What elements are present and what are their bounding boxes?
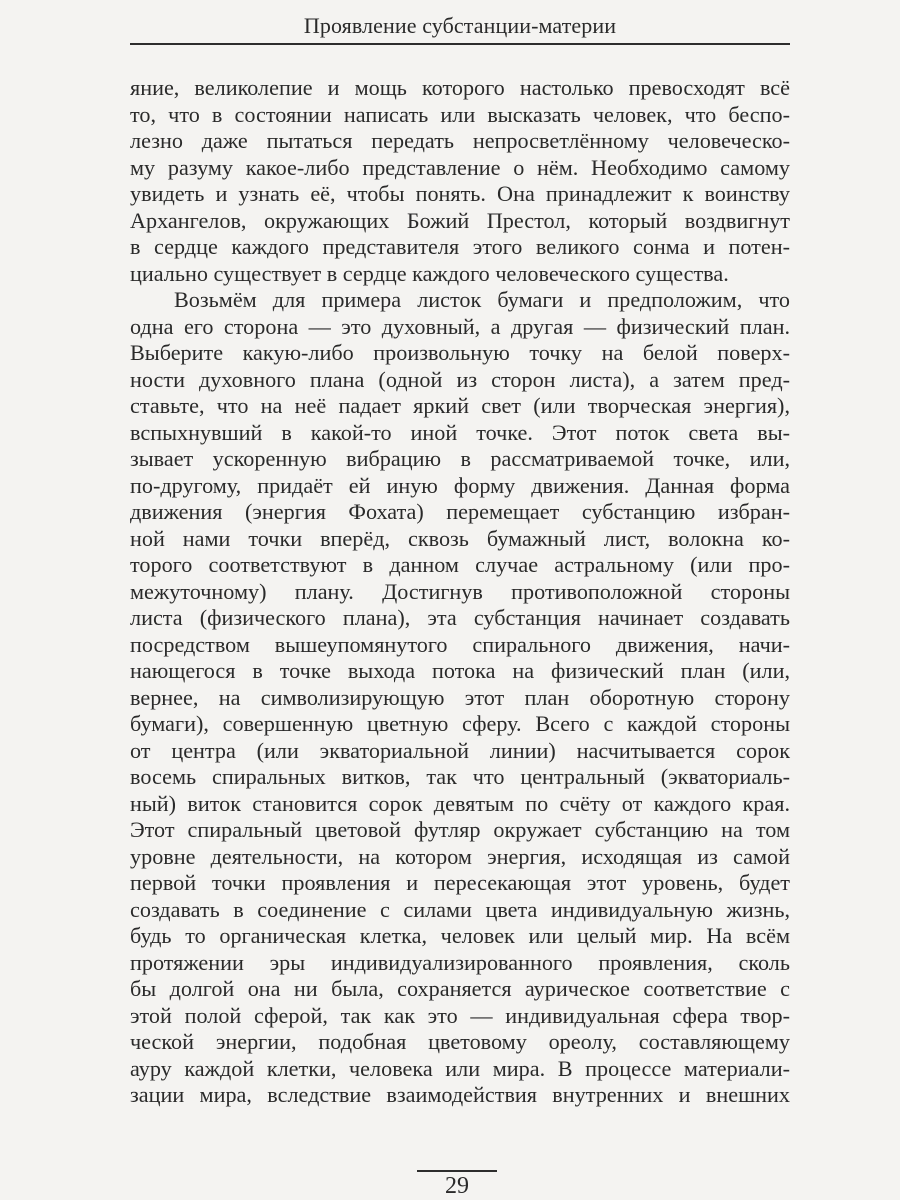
text-line: восемь спиральных витков, так что центральный (экваториаль-	[130, 764, 790, 789]
text-line: бы долгой она ни была, сохраняется аурическое соответствие с	[130, 976, 790, 1001]
text-line: Возьмём для примера листок бумаги и предположим, что	[174, 287, 790, 312]
text-line: создавать в соединение с силами цвета индивидуальную жизнь,	[130, 896, 790, 922]
text-line: ставьте, что на неё падает яркий свет (или творческая энергия),	[130, 393, 790, 418]
text-line: увидеть и узнать её, чтобы понять. Она принадлежит к воинству	[130, 181, 790, 206]
text-line: вспыхнувший в какой-то иной точке. Этот поток света вы-	[130, 419, 790, 445]
text-line: вернее, на символизирующую этот план оборотную сторону	[130, 684, 790, 710]
text-line: циально существует в сердце каждого человеческого существа.	[130, 260, 729, 286]
text-line: первой точки проявления и пересекающая этот уровень, будет	[130, 870, 790, 895]
text-line: одна его сторона — это духовный, а другая — физический план.	[130, 313, 790, 339]
text-line: движения (энергия Фохата) перемещает субстанцию избран-	[130, 499, 790, 524]
text-line: межуточному) плану. Достигнув противоположной стороны	[130, 578, 790, 604]
text-line: в сердце каждого представителя этого великого сонма и потен-	[130, 234, 790, 259]
text-line: ческой энергии, подобная цветовому ореолу, составляющему	[130, 1029, 790, 1054]
text-line: зации мира, вследствие взаимодействия внутренних и внешних	[130, 1082, 790, 1107]
text-line: ный) виток становится сорок девятым по счёту от каждого края.	[130, 790, 790, 816]
text-line: зывает ускоренную вибрацию в рассматриваемой точке, или,	[130, 446, 790, 471]
page-number: 29	[445, 1173, 469, 1199]
text-line: ности духовного плана (одной из сторон листа), а затем пред-	[130, 366, 790, 392]
text-line: Архангелов, окружающих Божий Престол, который воздвигнут	[130, 207, 790, 233]
text-line: лезно даже пытаться передать непросветлённому человеческо-	[130, 128, 790, 153]
text-line: бумаги), совершенную цветную сферу. Всего с каждой стороны	[130, 711, 790, 736]
running-head: Проявление субстанции-материи	[303, 13, 617, 38]
text-line: му разуму какое-либо представление о нём. Необходимо самому	[130, 154, 790, 180]
text-line: этой полой сферой, так как это — индивидуальная сфера твор-	[130, 1002, 790, 1028]
text-line: Этот спиральный цветовой футляр окружает субстанцию на том	[130, 817, 790, 842]
text-line: Выберите какую-либо произвольную точку на белой поверх-	[130, 340, 790, 365]
text-line: яние, великолепие и мощь которого настолько превосходят всё	[130, 75, 790, 100]
text-line: торого соответствуют в данном случае астральному (или про-	[130, 552, 790, 577]
text-line: листа (физического плана), эта субстанция начинает создавать	[130, 605, 790, 630]
header-rule	[130, 43, 790, 45]
text-line: то, что в состоянии написать или высказать человек, что беспо-	[130, 101, 790, 127]
text-line: от центра (или экваториальной линии) насчитывается сорок	[130, 737, 790, 763]
paragraph	[130, 287, 790, 1109]
footer-rule	[417, 1170, 497, 1172]
text-line: по-другому, придаёт ей иную форму движения. Данная форма	[130, 472, 790, 498]
text-line: будь то органическая клетка, человек или целый мир. На всём	[130, 923, 790, 948]
text-line: нающегося в точке выхода потока на физический план (или,	[130, 658, 790, 683]
text-line: ной нами точки вперёд, сквозь бумажный лист, волокна ко-	[130, 525, 790, 551]
paragraph	[130, 75, 790, 287]
text-line: уровне деятельности, на котором энергия, исходящая из самой	[130, 843, 790, 869]
body-text	[130, 75, 790, 1109]
text-line: протяжении эры индивидуализированного проявления, сколь	[130, 949, 790, 975]
text-line: ауру каждой клетки, человека или мира. В процессе материали-	[130, 1055, 790, 1081]
text-line: посредством вышеупомянутого спирального движения, начи-	[130, 631, 790, 657]
